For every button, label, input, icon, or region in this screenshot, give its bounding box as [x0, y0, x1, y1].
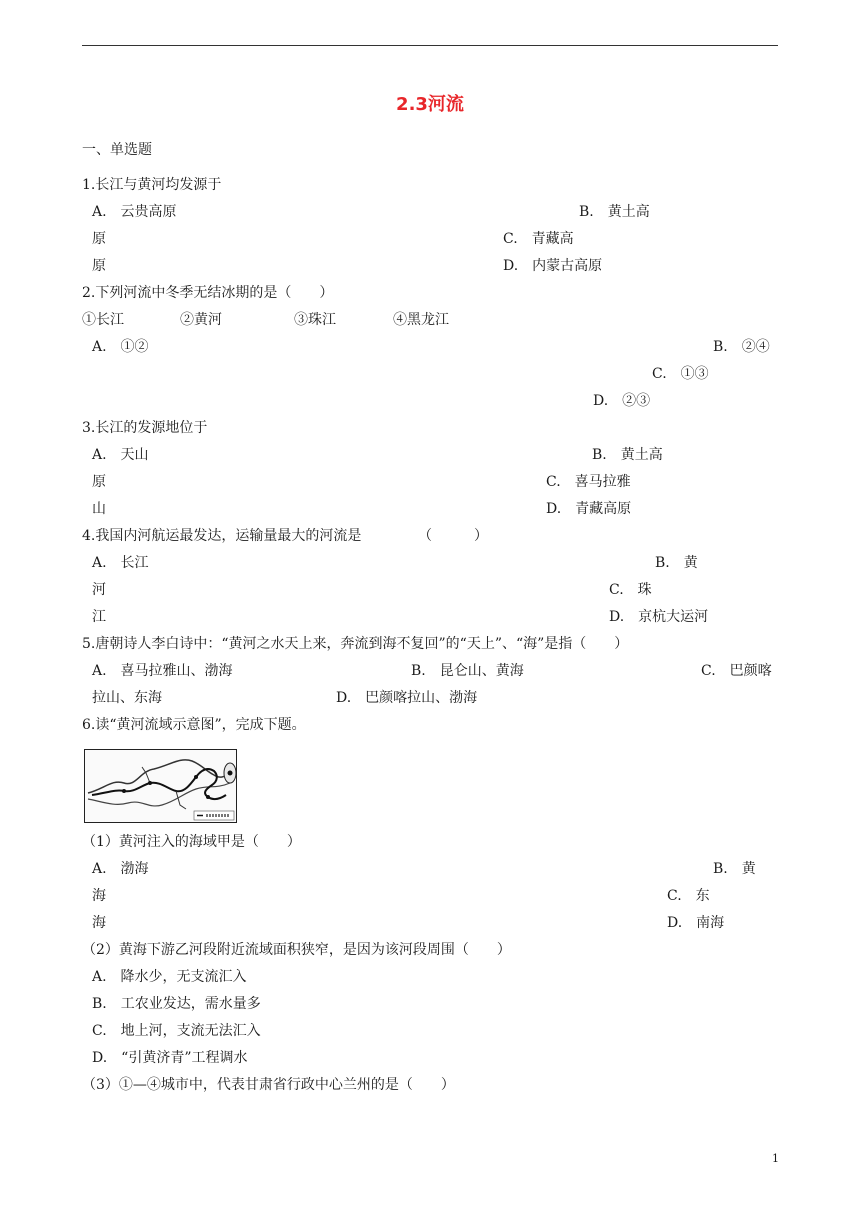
question-3-option-c[interactable]: C. 喜马拉雅: [546, 474, 631, 490]
question-4-option-c[interactable]: C. 珠: [609, 582, 652, 598]
sub-question-1-option-a[interactable]: A. 渤海: [92, 861, 149, 877]
question-1-option-c-wrap: 原: [92, 258, 106, 274]
question-2-option-b[interactable]: B. ②④: [713, 339, 770, 355]
question-4-option-d[interactable]: D. 京杭大运河: [609, 609, 709, 625]
question-2-stem: 2.下列河流中冬季无结冰期的是（ ）: [82, 285, 334, 301]
question-2-option-c[interactable]: C. ①③: [652, 366, 709, 382]
question-3-option-a[interactable]: A. 天山: [92, 447, 149, 463]
question-1-option-d[interactable]: D. 内蒙古高原: [503, 258, 603, 274]
question-4-paren: （ ）: [418, 528, 488, 544]
question-3-stem: 3.长江的发源地位于: [82, 420, 208, 436]
question-1-option-b-wrap: 原: [92, 231, 106, 247]
sub-question-2-option-a[interactable]: A. 降水少，无支流汇入: [92, 969, 247, 985]
question-5-option-a[interactable]: A. 喜马拉雅山、渤海: [92, 663, 233, 679]
question-4-option-b-wrap: 河: [92, 582, 106, 598]
question-2-option-a[interactable]: A. ①②: [92, 339, 149, 355]
sub-question-3-stem: （3）①—④城市中，代表甘肃省行政中心兰州的是（ ）: [82, 1077, 455, 1093]
sub-question-2-option-b[interactable]: B. 工农业发达，需水量多: [92, 996, 261, 1012]
sub-question-2-option-d[interactable]: D. “引黄济青”工程调水: [92, 1050, 248, 1066]
question-2-item-2: ②黄河: [180, 312, 222, 328]
question-4-option-a[interactable]: A. 长江: [92, 555, 149, 571]
question-2-item-1: ①长江: [82, 312, 124, 328]
question-5-option-c-wrap: 拉山、东海: [92, 690, 162, 706]
question-1-stem: 1.长江与黄河均发源于: [82, 177, 222, 193]
header-rule: [82, 45, 778, 46]
question-1-option-a[interactable]: A. 云贵高原: [92, 204, 177, 220]
question-2-item-4: ④黑龙江: [393, 312, 449, 328]
question-3-option-b[interactable]: B. 黄土高: [592, 447, 663, 463]
question-3-option-c-wrap: 山: [92, 501, 106, 517]
question-2-option-d[interactable]: D. ②③: [593, 393, 651, 409]
question-2-item-3: ③珠江: [294, 312, 336, 328]
sub-question-1-option-d[interactable]: D. 南海: [667, 915, 725, 931]
page-title: 2.3河流: [396, 94, 464, 115]
question-6-stem: 6.读“黄河流域示意图”，完成下题。: [82, 717, 306, 733]
sub-question-1-option-c[interactable]: C. 东: [667, 888, 710, 904]
question-5-stem: 5.唐朝诗人李白诗中：“黄河之水天上来，奔流到海不复回”的“天上”、“海”是指（ ）: [82, 636, 629, 652]
question-1-option-c[interactable]: C. 青藏高: [503, 231, 574, 247]
sub-question-2-stem: （2）黄海下游乙河段附近流域面积狭窄，是因为该河段周围（ ）: [82, 942, 511, 958]
section-heading: 一、单选题: [82, 142, 152, 158]
page-number: 1: [772, 1152, 779, 1165]
question-3-option-d[interactable]: D. 青藏高原: [546, 501, 632, 517]
question-3-option-b-wrap: 原: [92, 474, 106, 490]
question-1-option-b[interactable]: B. 黄土高: [579, 204, 650, 220]
question-5-option-c[interactable]: C. 巴颜喀: [701, 663, 772, 679]
question-4-option-c-wrap: 江: [92, 609, 106, 625]
sub-question-1-option-c-wrap: 海: [92, 915, 106, 931]
yellow-river-basin-map: [84, 749, 237, 823]
sub-question-2-option-c[interactable]: C. 地上河，支流无法汇入: [92, 1023, 261, 1039]
question-4-option-b[interactable]: B. 黄: [655, 555, 698, 571]
question-5-option-b[interactable]: B. 昆仑山、黄海: [411, 663, 524, 679]
sub-question-1-stem: （1）黄河注入的海域甲是（ ）: [82, 834, 301, 850]
sub-question-1-option-b[interactable]: B. 黄: [713, 861, 756, 877]
question-5-option-d[interactable]: D. 巴颜喀拉山、渤海: [336, 690, 478, 706]
question-4-stem: 4.我国内河航运最发达，运输量最大的河流是: [82, 528, 362, 544]
sub-question-1-option-b-wrap: 海: [92, 888, 106, 904]
